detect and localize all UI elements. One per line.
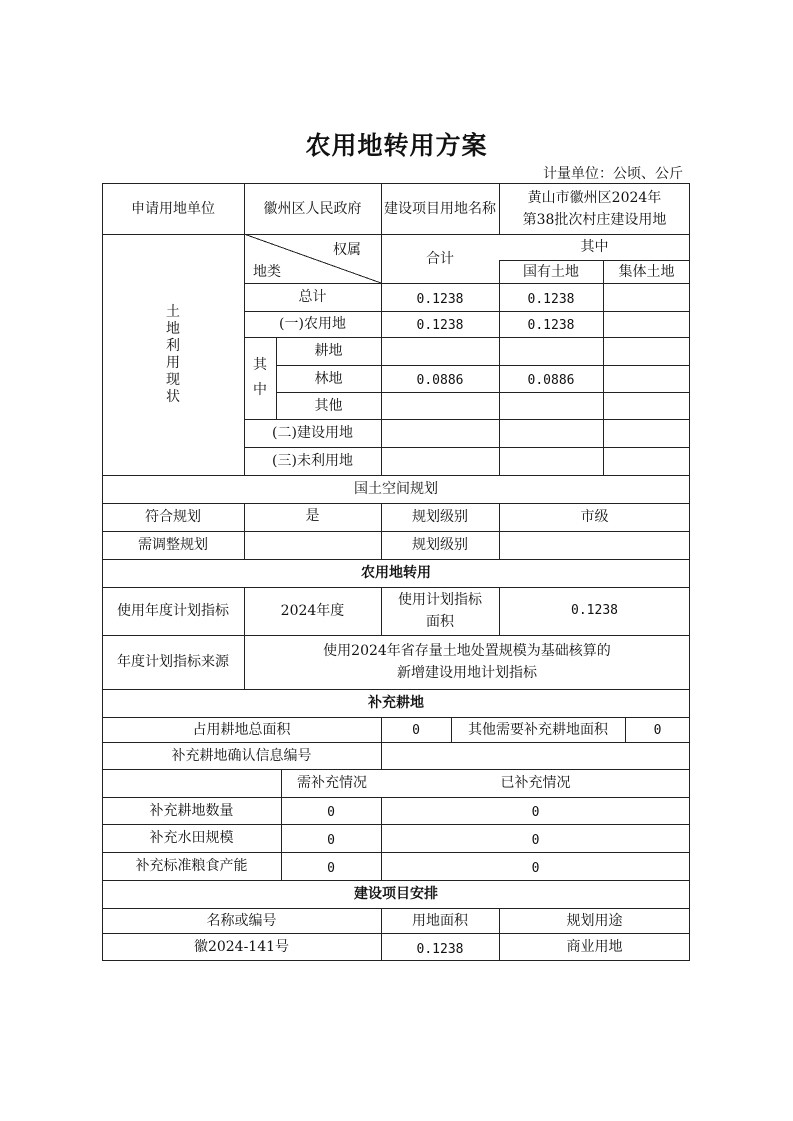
occupied-value: 0 bbox=[412, 723, 420, 738]
year-value: 2024年度 bbox=[280, 603, 345, 619]
row-state: 0.1238 bbox=[527, 318, 575, 333]
source-value bbox=[244, 635, 690, 689]
area-label-line-1: 使用计划指标 bbox=[398, 592, 482, 608]
level-label-1: 规划级别 bbox=[412, 509, 468, 525]
row-label: 其他 bbox=[314, 397, 343, 414]
col-use-header: 规划用途 bbox=[566, 912, 623, 929]
col-done-header: 已补充情况 bbox=[500, 775, 571, 791]
land-status-char: 土 bbox=[166, 303, 180, 320]
land-status-char: 用 bbox=[166, 354, 180, 371]
row-state: 0.1238 bbox=[527, 292, 575, 307]
diag-top-label: 权属 bbox=[333, 242, 361, 258]
project-row-name: 徽2024-141号 bbox=[193, 939, 290, 955]
among-char: 其 bbox=[253, 357, 267, 373]
supplement-row-needed: 0 bbox=[327, 805, 335, 820]
project-row-area: 0.1238 bbox=[416, 942, 464, 957]
col-state-header: 国有土地 bbox=[523, 263, 579, 280]
land-status-char: 地 bbox=[166, 320, 180, 337]
row-label: 总计 bbox=[298, 289, 327, 305]
unit-note: 计量单位：公顷、公斤 bbox=[543, 166, 683, 182]
col-collective-header: 集体土地 bbox=[618, 263, 675, 280]
row-label: 耕地 bbox=[314, 343, 343, 359]
col-needed-header: 需补充情况 bbox=[297, 775, 367, 791]
applicant-value: 徽州区人民政府 bbox=[263, 200, 362, 217]
planning-section-title: 国土空间规划 bbox=[354, 481, 438, 497]
project-row-use: 商业用地 bbox=[566, 939, 623, 955]
row-state: 0.0886 bbox=[527, 373, 575, 388]
row-label: (一)农用地 bbox=[279, 316, 346, 332]
page-title: 农用地转用方案 bbox=[305, 131, 488, 160]
land-status-char: 状 bbox=[166, 388, 180, 405]
supplement-row-needed: 0 bbox=[327, 833, 335, 848]
source-line-2: 新增建设用地计划指标 bbox=[397, 665, 537, 681]
diag-bottom-label: 地类 bbox=[253, 264, 281, 280]
row-label: (三)未利用地 bbox=[272, 453, 353, 469]
area-value: 0.1238 bbox=[571, 603, 618, 618]
source-line-1: 使用2024年省存量土地处置规模为基础核算的 bbox=[323, 643, 611, 659]
level-value-1: 市级 bbox=[580, 509, 609, 525]
supplement-row-done: 0 bbox=[531, 805, 540, 820]
applicant-label: 申请用地单位 bbox=[131, 200, 215, 217]
occupied-label: 占用耕地总面积 bbox=[192, 721, 291, 738]
row-total: 0.0886 bbox=[416, 373, 464, 388]
conform-label: 符合规划 bbox=[145, 509, 201, 525]
project-name-value bbox=[499, 183, 690, 234]
land-status-char: 利 bbox=[166, 337, 180, 354]
conform-value: 是 bbox=[305, 508, 320, 524]
supplement-row-done: 0 bbox=[531, 861, 540, 876]
row-label: 林地 bbox=[314, 370, 343, 387]
conversion-section-title: 农用地转用 bbox=[361, 565, 431, 581]
level-label-2: 规划级别 bbox=[412, 537, 468, 553]
land-status-label bbox=[102, 234, 244, 475]
land-status-char: 现 bbox=[166, 371, 180, 388]
among-char: 中 bbox=[253, 382, 267, 398]
supplement-row-label: 补充标准粮食产能 bbox=[135, 858, 248, 874]
supplement-row-done: 0 bbox=[531, 833, 540, 848]
area-label bbox=[381, 587, 499, 635]
row-label: (二)建设用地 bbox=[272, 425, 353, 441]
supplement-row-label: 补充水田规模 bbox=[149, 830, 234, 846]
supplement-row-label: 补充耕地数量 bbox=[149, 802, 234, 819]
col-among-header: 其中 bbox=[580, 239, 609, 255]
row-total: 0.1238 bbox=[416, 292, 464, 307]
col-name-header: 名称或编号 bbox=[206, 912, 277, 929]
project-name-line-1: 黄山市徽州区2024年 bbox=[527, 189, 662, 206]
supplement-section-title: 补充耕地 bbox=[368, 695, 424, 711]
among-label bbox=[244, 337, 276, 419]
area-label-line-2: 面积 bbox=[426, 614, 454, 630]
col-total-header: 合计 bbox=[426, 250, 454, 267]
col-area-header: 用地面积 bbox=[412, 912, 468, 929]
confirm-label: 补充耕地确认信息编号 bbox=[171, 747, 312, 764]
other-label: 其他需要补充耕地面积 bbox=[468, 721, 608, 738]
adjust-label: 需调整规划 bbox=[138, 537, 208, 553]
year-label: 使用年度计划指标 bbox=[117, 603, 229, 619]
project-name-label: 建设项目用地名称 bbox=[384, 200, 496, 217]
source-label: 年度计划指标来源 bbox=[117, 654, 229, 670]
project-name-line-2: 第38批次村庄建设用地 bbox=[522, 211, 667, 228]
other-value: 0 bbox=[653, 723, 662, 738]
row-total: 0.1238 bbox=[416, 318, 464, 333]
land-conversion-table bbox=[102, 183, 690, 961]
supplement-row-needed: 0 bbox=[327, 861, 335, 876]
project-section-title: 建设项目安排 bbox=[354, 886, 438, 902]
